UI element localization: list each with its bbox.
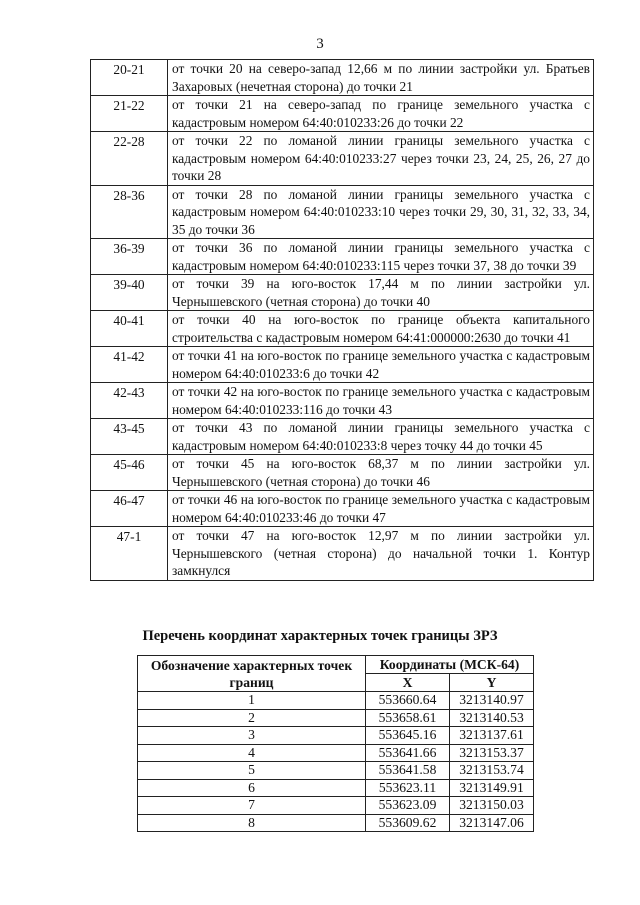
coordinate-x: 553658.61 — [366, 709, 450, 727]
header-y: Y — [450, 674, 534, 692]
coordinate-row — [138, 814, 534, 832]
segment-id: 45-46 — [91, 455, 168, 491]
segment-row — [91, 132, 594, 186]
coordinate-y: 3213153.37 — [450, 744, 534, 762]
segment-description: от точки 28 по ломаной линии границы земельного участка с кадастровым номером 64:40:010233:10 через точки 29, 30, 31, 32, 33, 34, 35 до точки 36 — [168, 185, 594, 239]
segment-row — [91, 275, 594, 311]
segment-row — [91, 527, 594, 581]
coordinate-y: 3213147.06 — [450, 814, 534, 832]
coordinate-x: 553623.11 — [366, 779, 450, 797]
segment-id: 22-28 — [91, 132, 168, 186]
point-number: 4 — [138, 744, 366, 762]
coordinate-row — [138, 727, 534, 745]
segment-row — [91, 239, 594, 275]
segment-description: от точки 43 по ломаной линии границы земельного участка с кадастровым номером 64:40:010233:8 через точку 44 до точки 45 — [168, 419, 594, 455]
point-number: 2 — [138, 709, 366, 727]
coordinate-y: 3213153.74 — [450, 762, 534, 780]
point-number: 7 — [138, 797, 366, 815]
coordinate-y: 3213140.97 — [450, 692, 534, 710]
segment-row — [91, 347, 594, 383]
coordinate-x: 553641.58 — [366, 762, 450, 780]
coordinate-row — [138, 762, 534, 780]
coordinate-x: 553623.09 — [366, 797, 450, 815]
segment-id: 40-41 — [91, 311, 168, 347]
coordinate-row — [138, 709, 534, 727]
coordinate-x: 553660.64 — [366, 692, 450, 710]
segment-description: от точки 36 по ломаной линии границы земельного участка с кадастровым номером 64:40:010233:115 через точки 37, 38 до точки 39 — [168, 239, 594, 275]
segment-description: от точки 47 на юго-восток 12,97 м по линии застройки ул. Чернышевского (четная сторона) до начальной точки 1. Контур замкнулся — [168, 527, 594, 581]
coordinate-y: 3213137.61 — [450, 727, 534, 745]
page-number: 3 — [316, 36, 324, 52]
segment-description: от точки 41 на юго-восток по границе земельного участка с кадастровым номером 64:40:010233:6 до точки 42 — [168, 347, 594, 383]
point-number: 6 — [138, 779, 366, 797]
coordinate-row — [138, 779, 534, 797]
coordinate-row — [138, 692, 534, 710]
segment-row — [91, 96, 594, 132]
coordinate-row — [138, 744, 534, 762]
segment-row — [91, 60, 594, 96]
segment-row — [91, 185, 594, 239]
point-number: 5 — [138, 762, 366, 780]
boundary-segments-table — [90, 59, 594, 581]
point-number: 3 — [138, 727, 366, 745]
coordinate-x: 553645.16 — [366, 727, 450, 745]
header-coordinates: Координаты (МСК-64) — [366, 656, 534, 674]
coordinate-y: 3213140.53 — [450, 709, 534, 727]
segment-row — [91, 311, 594, 347]
segment-description: от точки 40 на юго-восток по границе объекта капитального строительства с кадастровым номером 64:41:000000:2630 до точки 41 — [168, 311, 594, 347]
segment-description: от точки 45 на юго-восток 68,37 м по линии застройки ул. Чернышевского (четная сторона) до точки 46 — [168, 455, 594, 491]
point-number: 8 — [138, 814, 366, 832]
coordinate-y: 3213150.03 — [450, 797, 534, 815]
segment-id: 39-40 — [91, 275, 168, 311]
header-point-designation: Обозначение характерных точек границ — [138, 656, 366, 692]
segment-id: 47-1 — [91, 527, 168, 581]
segment-description: от точки 39 на юго-восток 17,44 м по линии застройки ул. Чернышевского (четная сторона) до точки 40 — [168, 275, 594, 311]
coordinate-row — [138, 797, 534, 815]
segment-id: 36-39 — [91, 239, 168, 275]
segment-id: 46-47 — [91, 491, 168, 527]
segment-row — [91, 455, 594, 491]
coordinate-x: 553609.62 — [366, 814, 450, 832]
segment-id: 43-45 — [91, 419, 168, 455]
segment-id: 21-22 — [91, 96, 168, 132]
segment-id: 42-43 — [91, 383, 168, 419]
coordinate-x: 553641.66 — [366, 744, 450, 762]
segment-description: от точки 46 на юго-восток по границе земельного участка с кадастровым номером 64:40:010233:46 до точки 47 — [168, 491, 594, 527]
segment-id: 20-21 — [91, 60, 168, 96]
segment-id: 41-42 — [91, 347, 168, 383]
segment-description: от точки 20 на северо-запад 12,66 м по линии застройки ул. Братьев Захаровых (нечетная сторона) до точки 21 — [168, 60, 594, 96]
segment-description: от точки 42 на юго-восток по границе земельного участка с кадастровым номером 64:40:010233:116 до точки 43 — [168, 383, 594, 419]
header-x: X — [366, 674, 450, 692]
segment-description: от точки 22 по ломаной линии границы земельного участка с кадастровым номером 64:40:010233:27 через точки 23, 24, 25, 26, 27 до точки 28 — [168, 132, 594, 186]
segment-row — [91, 383, 594, 419]
segment-row — [91, 491, 594, 527]
segment-row — [91, 419, 594, 455]
coordinate-y: 3213149.91 — [450, 779, 534, 797]
segment-description: от точки 21 на северо-запад по границе земельного участка с кадастровым номером 64:40:010233:26 до точки 22 — [168, 96, 594, 132]
coordinates-table — [137, 655, 534, 832]
segment-id: 28-36 — [91, 185, 168, 239]
coordinates-title: Перечень координат характерных точек границы ЗРЗ — [142, 628, 498, 644]
point-number: 1 — [138, 692, 366, 710]
